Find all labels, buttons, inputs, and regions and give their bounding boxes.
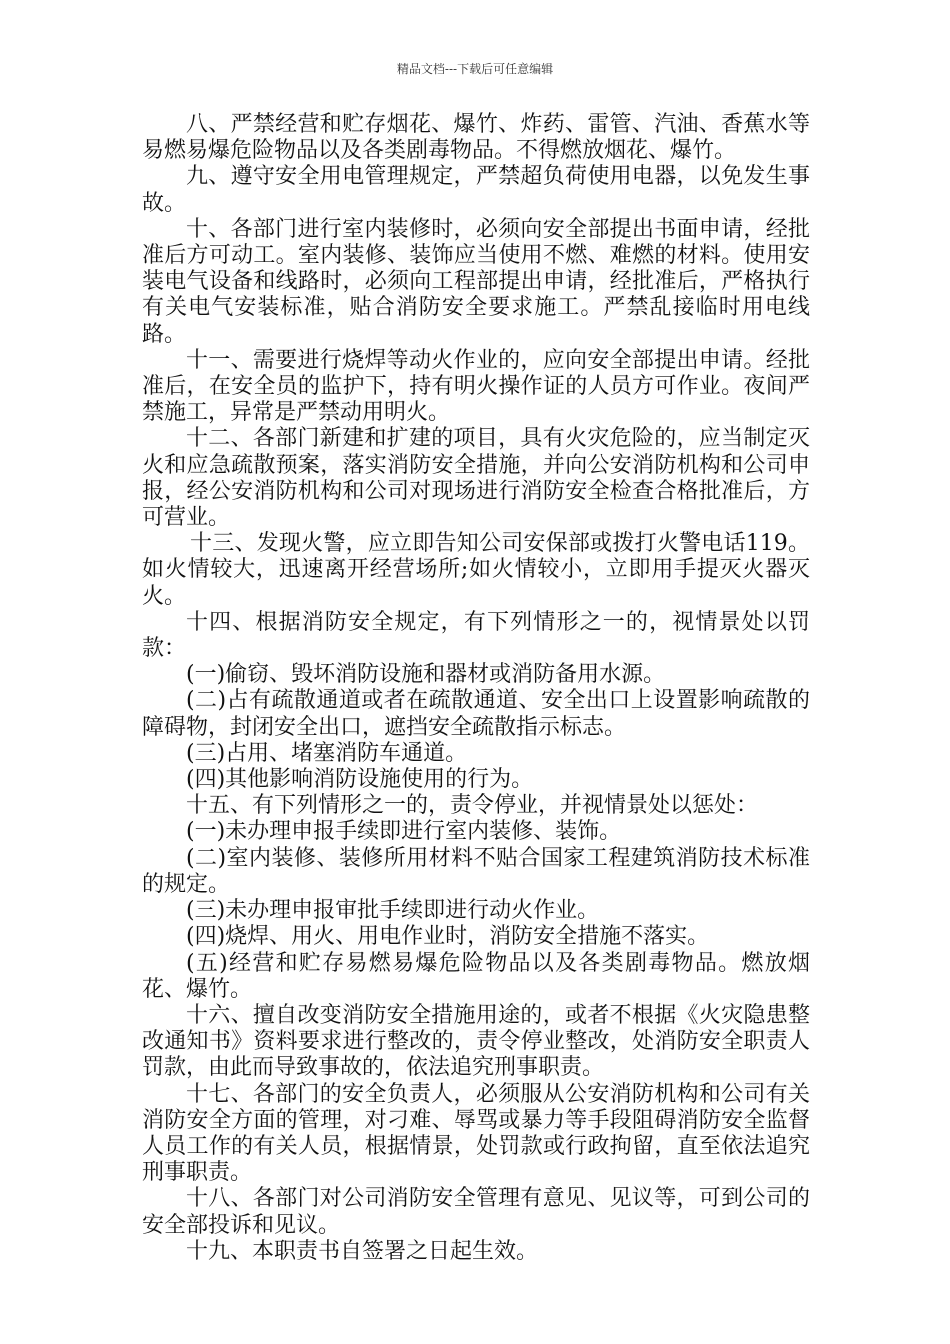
paragraph-15: 十五、有下列情形之一的，责令停业，并视情景处以惩处：: [186, 793, 759, 819]
paragraph-16: 十六、擅自改变消防安全措施用途的，或者不根据《火灾隐患整改通知书》资料要求进行整改的，责令停业整改，处消防安全职责人罚款，由此而导致事故的，依法追究刑事职责。: [142, 1002, 810, 1081]
list-item: (一)未办理申报手续即进行室内装修、装饰。: [186, 819, 622, 845]
document-body: [142, 112, 810, 1265]
list-item: (五)经营和贮存易燃易爆危险物品以及各类剧毒物品。燃放烟花、爆竹。: [142, 950, 810, 1002]
list-item: (四)其他影响消防设施使用的行为。: [186, 767, 534, 793]
paragraph-13: 十三、发现火警，应立即告知公司安保部或拨打火警电话119。如火情较大，迅速离开经营场所;如火情较小，立即用手提灭火器灭火。: [142, 531, 810, 609]
paragraph-17: 十七、各部门的安全负责人，必须服从公安消防机构和公司有关消防安全方面的管理，对刁难、辱骂或暴力等手段阻碍消防安全监督人员工作的有关人员，根据情景，处罚款或行政拘留，直至依法追究刑事职责。: [142, 1081, 810, 1186]
list-item: (三)未办理申报审批手续即进行动火作业。: [186, 898, 600, 924]
paragraph-11: 十一、需要进行烧焊等动火作业的，应向安全部提出申请。经批准后，在安全员的监护下，持有明火操作证的人员方可作业。夜间严禁施工，异常是严禁动用明火。: [142, 347, 810, 426]
list-item: (二)占有疏散通道或者在疏散通道、安全出口上设置影响疏散的障碍物，封闭安全出口，遮挡安全疏散指示标志。: [142, 688, 810, 740]
paragraph-12: 十二、各部门新建和扩建的项目，具有火灾危险的，应当制定灭火和应急疏散预案，落实消防安全措施，并向公安消防机构和公司申报，经公安消防机构和公司对现场进行消防安全检查合格批准后，方可营业。: [142, 426, 810, 531]
list-item: (一)偷窃、毁坏消防设施和器材或消防备用水源。: [186, 662, 666, 688]
paragraph-8: 八、严禁经营和贮存烟花、爆竹、炸药、雷管、汽油、香蕉水等易燃易爆危险物品以及各类剧毒物品。不得燃放烟花、爆竹。: [142, 112, 810, 164]
list-item: (三)占用、堵塞消防车通道。: [186, 740, 468, 766]
list-item: (四)烧焊、用火、用电作业时，消防安全措施不落实。: [186, 924, 710, 950]
list-item: (二)室内装修、装修所用材料不贴合国家工程建筑消防技术标准的规定。: [142, 845, 810, 897]
paragraph-10: 十、各部门进行室内装修时，必须向安全部提出书面申请，经批准后方可动工。室内装修、装饰应当使用不燃、难燃的材料。使用安装电气设备和线路时，必须向工程部提出申请，经批准后，严格执行有关电气安装标准，贴合消防安全要求施工。严禁乱接临时用电线路。: [142, 216, 810, 347]
paragraph-14: 十四、根据消防安全规定，有下列情形之一的，视情景处以罚款：: [142, 609, 810, 662]
paragraph-18: 十八、各部门对公司消防安全管理有意见、见议等，可到公司的安全部投诉和见议。: [142, 1186, 810, 1238]
paragraph-9: 九、遵守安全用电管理规定，严禁超负荷使用电器，以免发生事故。: [142, 164, 810, 216]
paragraph-19: 十九、本职责书自签署之日起生效。: [186, 1238, 539, 1264]
page-header: 精品文档---下载后可任意编辑: [396, 62, 554, 76]
